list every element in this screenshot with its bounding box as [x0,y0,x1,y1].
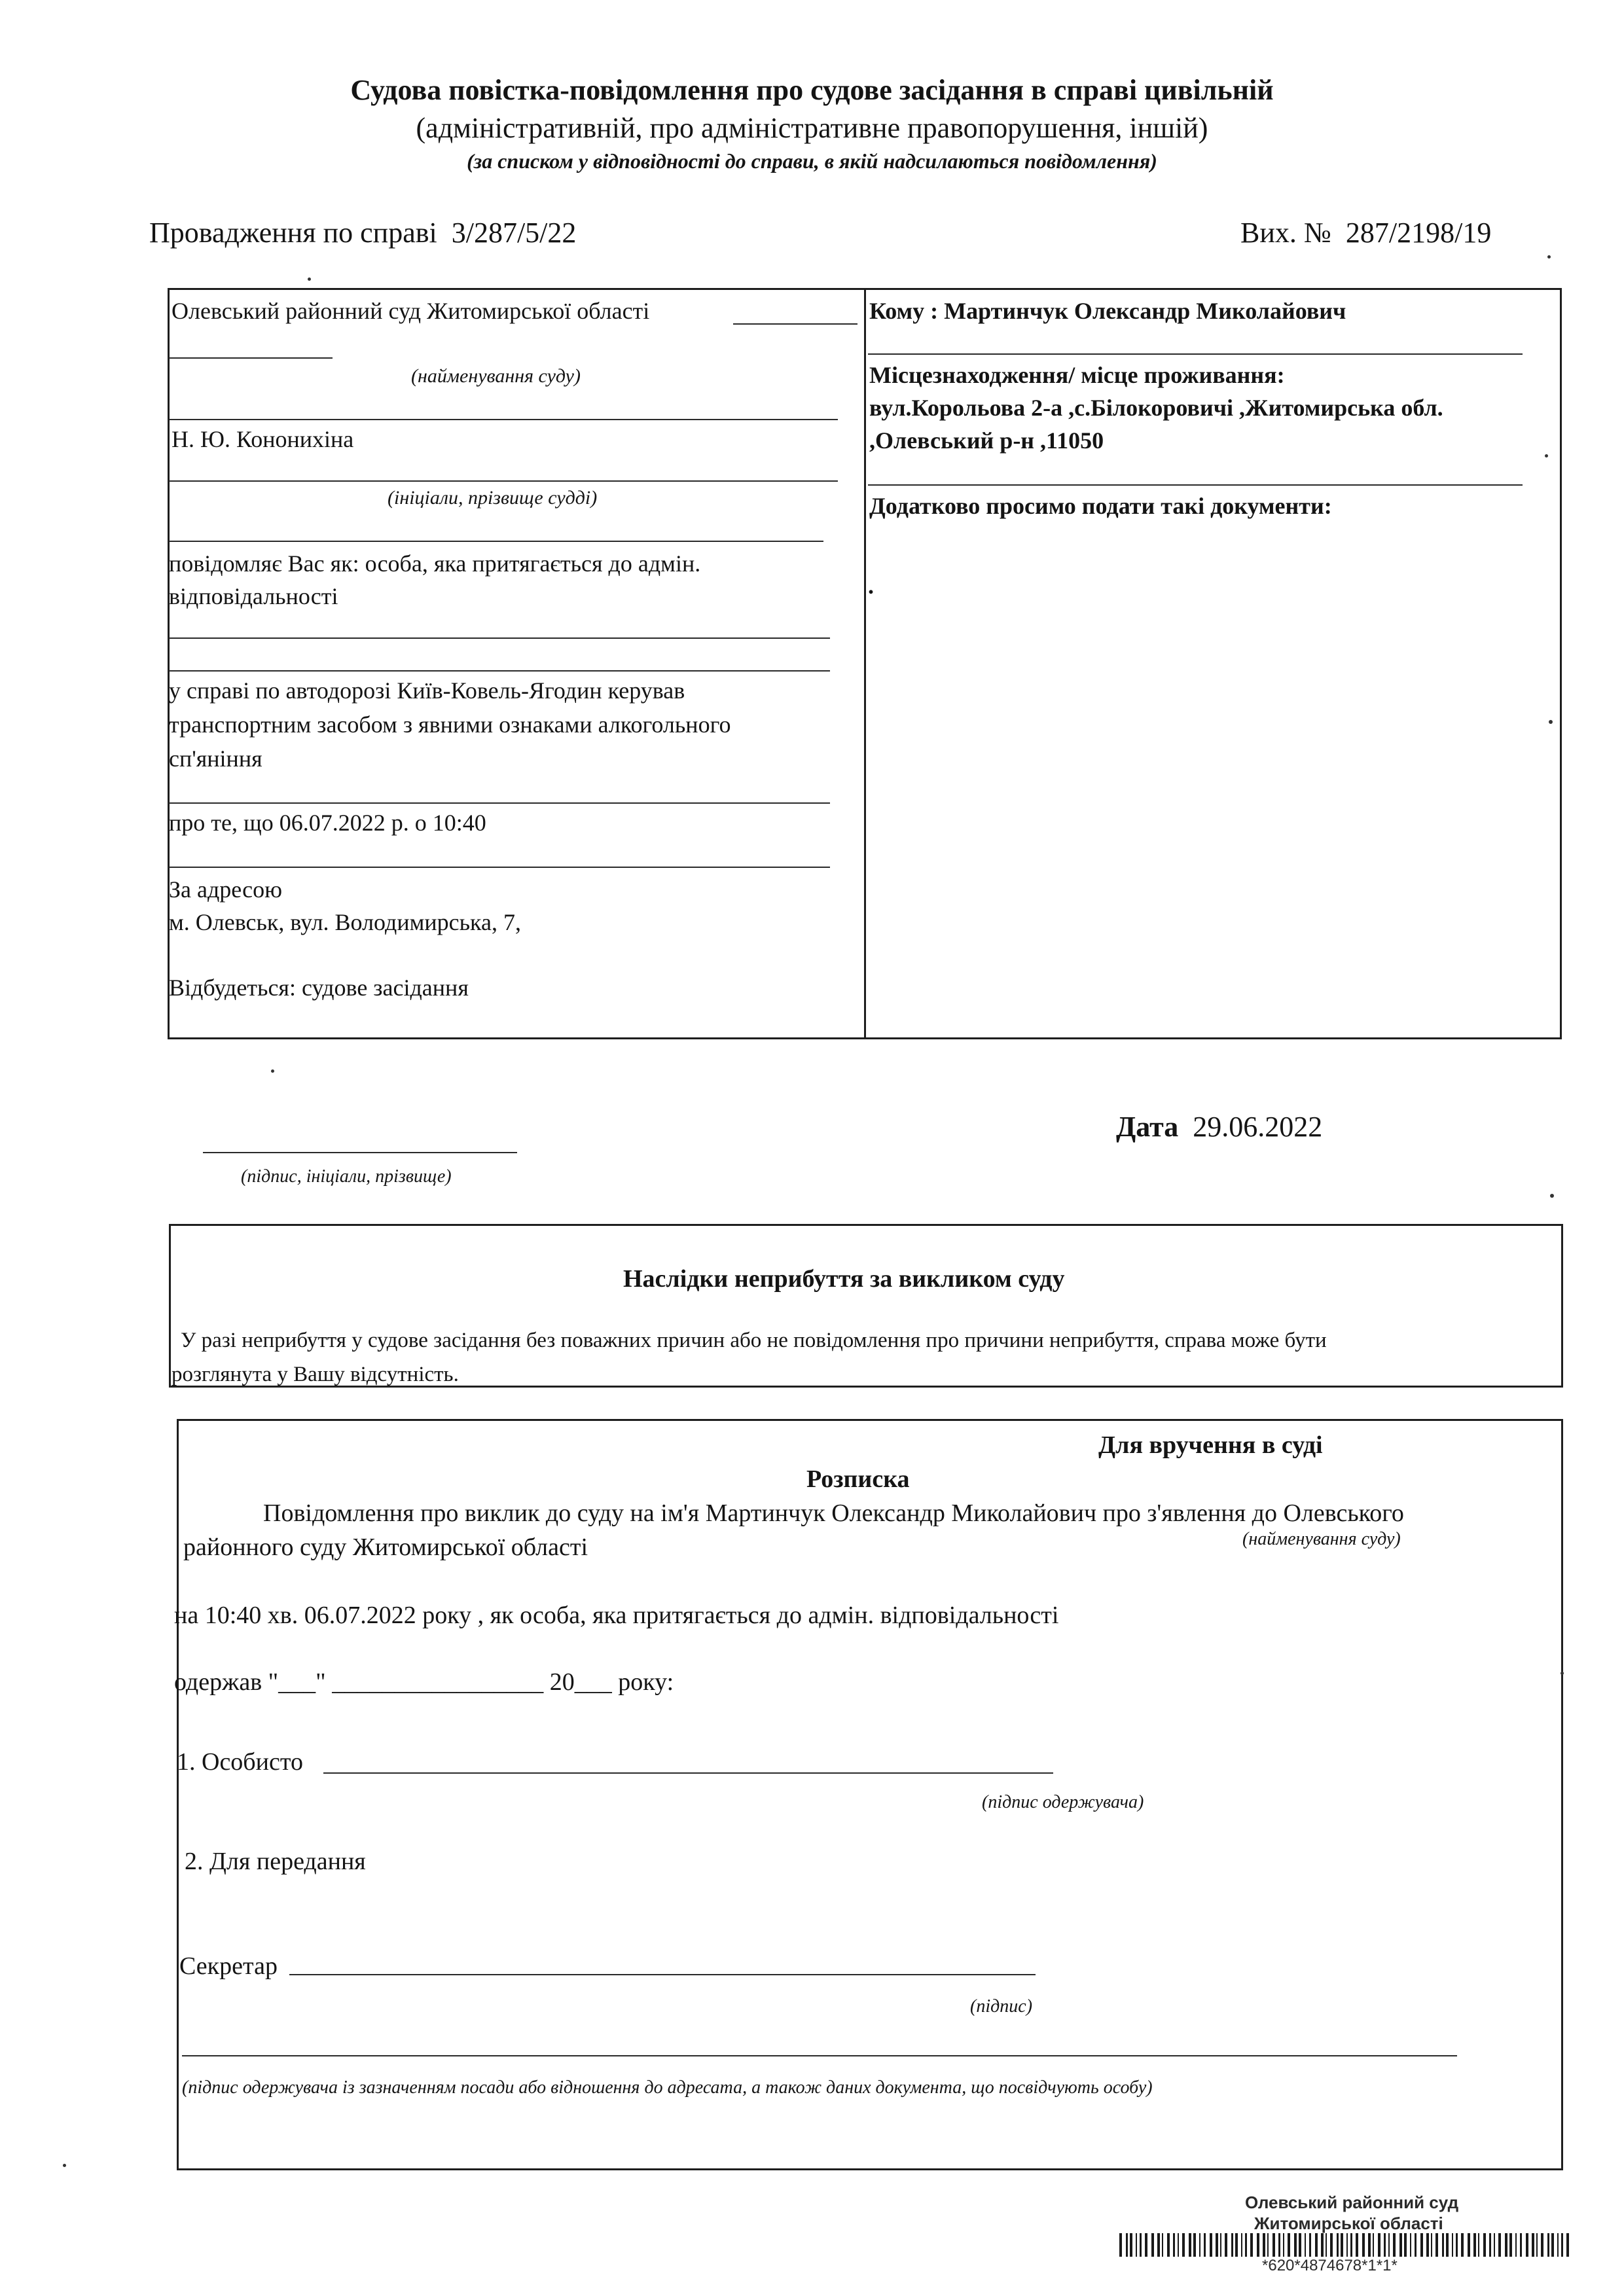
barcode-bar [1456,2233,1458,2257]
barcode-bar [1204,2233,1206,2257]
barcode-bar [1257,2233,1259,2257]
recipient-details-caption: (підпис одержувача із зазначенням посади або відношення до адресата, а також даних документа, що посвідчують особу) [182,2077,1153,2098]
recipient-address-line-2: ,Олевський р-н ,11050 [869,427,1104,454]
barcode-bar [1473,2233,1476,2257]
court-name: Олевський районний суд Житомирської області [171,298,650,324]
date-label: Дата [1116,1111,1179,1143]
barcode-bar [1498,2233,1501,2257]
barcode-bar [1489,2233,1491,2257]
judge-name-line [169,480,838,482]
barcode-bar [1410,2233,1411,2257]
barcode-bar [1119,2233,1122,2257]
notify-as-line-2: відповідальності [169,583,338,609]
barcode-bar [1220,2233,1221,2257]
recipient-underline [868,353,1523,355]
barcode-bar [1442,2233,1444,2257]
date-line [1116,1110,1322,1143]
secretary-caption: (підпис) [970,1996,1033,2017]
barcode-bar [1426,2233,1429,2257]
document-title: Судова повістка-повідомлення про судове засідання в справі цивільній [350,74,1274,106]
consequences-text-line-2: розглянута у Вашу відсутність. [171,1363,459,1386]
outgoing-number-line [1240,216,1491,249]
notify-line-a [169,637,830,639]
notify-as-line-1: повідомляє Вас як: особа, яка притягається до адмін. [169,550,701,577]
barcode-bar [1399,2233,1402,2257]
barcode-bar [1193,2233,1196,2257]
barcode-bar [1210,2233,1212,2257]
barcode-bar [1541,2233,1543,2257]
personal-caption: (підпис одержувача) [982,1792,1144,1812]
document-note: (за списком у відповідності до справи, в якій надсилаються повідомлення) [467,149,1157,173]
barcode-bar [1299,2233,1301,2257]
barcode-bar [1341,2233,1343,2257]
barcode-bar [1182,2233,1185,2257]
barcode-bar [1235,2233,1238,2257]
barcode-bar [1461,2233,1464,2257]
personal-label: 1. Особисто [177,1748,303,1776]
barcode-bar [1140,2233,1142,2257]
barcode-bar [1162,2233,1163,2257]
scan-speck [1545,454,1548,457]
barcode-bar [1309,2233,1311,2257]
for-court-label: Для вручення в суді [1098,1431,1323,1459]
recipient-details-line [182,2055,1457,2056]
signature-line [203,1152,517,1153]
barcode-bar [1362,2233,1365,2257]
barcode-bar [1520,2233,1522,2257]
receipt-line-3: на 10:40 хв. 06.07.2022 року , як особа, яка притягається до адмін. відповідальності [174,1602,1059,1629]
hearing-date-underline [169,867,830,868]
scan-speck [1549,720,1553,724]
case-description-line-3: сп'яніння [169,745,262,772]
court-caption: (найменування суду) [411,365,581,387]
recipient-line: Кому : Мартинчук Олександр Миколайович [869,298,1346,324]
barcode-bar [1294,2233,1297,2257]
receipt-court-caption: (найменування суду) [1242,1529,1401,1549]
consequences-title: Наслідки неприбуття за викликом суду [623,1265,1065,1293]
outgoing-number: 287/2198/19 [1345,217,1492,249]
barcode-bar [1278,2233,1280,2257]
hearing-date-line: про те, що 06.07.2022 р. о 10:40 [169,810,486,836]
barcode-bar [1189,2233,1191,2257]
barcode-bar [1388,2233,1390,2257]
barcode-bar [1245,2233,1247,2257]
barcode-bar [1532,2233,1534,2257]
case-description-line-2: транспортним засобом з явними ознаками алкогольного [169,711,731,738]
barcode-bar [1350,2233,1352,2257]
barcode-bar [1561,2233,1563,2257]
barcode-bar [1136,2233,1137,2257]
barcode-bar [1373,2233,1374,2257]
case-description-line-1: у справі по автодорозі Київ-Ковель-Ягодин керував [169,677,685,704]
barcode-bar [1267,2233,1269,2257]
receipt-title: Розписка [806,1465,910,1493]
barcode-bar [1126,2233,1128,2257]
barcode-bar [1199,2233,1200,2257]
barcode-bar [1515,2233,1517,2257]
barcode-bar [1173,2233,1175,2257]
receipt-line-2: районного суду Житомирської області [183,1534,588,1561]
date-value: 29.06.2022 [1193,1111,1323,1143]
barcode-bar [1326,2233,1327,2257]
scan-speck [308,278,311,281]
barcode-bar [1250,2233,1253,2257]
documents-label: Додатково просимо подати такі документи: [869,493,1332,519]
judge-caption-line [169,541,823,542]
case-label: Провадження по справі [149,217,437,249]
barcode-bar [1393,2233,1396,2257]
barcode-bar [1566,2233,1569,2257]
case-line [149,216,576,249]
barcode-bar [1557,2233,1559,2257]
barcode-bar [1330,2233,1333,2257]
barcode-bar [1509,2233,1512,2257]
barcode-bar [1446,2233,1449,2257]
barcode-bar [1551,2233,1554,2257]
barcode-bar [1536,2233,1538,2257]
barcode-bar [1494,2233,1495,2257]
transfer-label: 2. Для передання [185,1848,366,1875]
notify-line-b [169,670,830,672]
barcode-bar [1288,2233,1290,2257]
barcode-bar [1167,2233,1170,2257]
barcode-bar [1216,2233,1218,2257]
barcode-bar [1151,2233,1154,2257]
barcode-bar [1378,2233,1380,2257]
court-name-line-2 [169,357,333,359]
barcode-bar [1283,2233,1284,2257]
barcode-bar [1384,2233,1386,2257]
address-label: За адресою [169,876,283,903]
document-subtitle: (адміністративній, про адміністративне правопорушення, іншій) [416,112,1208,144]
barcode-bar [1130,2233,1132,2257]
recipient-address-underline [868,484,1523,486]
barcode-bar [1368,2233,1371,2257]
barcode-text: *620*4874678*1*1* [1262,2257,1398,2274]
barcode-bar [1452,2233,1453,2257]
case-number: 3/287/5/22 [451,217,577,249]
judge-name: Н. Ю. Кононихіна [171,426,354,452]
recipient-address-line-1: вул.Корольова 2-а ,с.Білокоровичі ,Житомирська обл. [869,395,1443,421]
barcode-bar [1526,2233,1528,2257]
barcode-bar [1178,2233,1179,2257]
barcode-bar [1420,2233,1423,2257]
barcode-bar [1404,2233,1407,2257]
barcode-bar [1483,2233,1486,2257]
barcode-bar [1478,2233,1479,2257]
documents-value: . [868,573,874,599]
barcode-bar [1263,2233,1265,2257]
court-address: м. Олевськ, вул. Володимирська, 7, [169,909,521,935]
personal-signature-line [323,1772,1053,1774]
scan-speck [63,2164,66,2167]
notice-box-divider [864,288,866,1039]
barcode-bar [1547,2233,1549,2257]
scan-speck [1561,1672,1564,1675]
barcode-bar [1435,2233,1438,2257]
barcode-bar [1305,2233,1306,2257]
secretary-signature-line [289,1974,1036,1975]
outgoing-label: Вих. № [1240,217,1331,249]
event-line: Відбудеться: судове засідання [169,975,469,1001]
barcode-bar [1145,2233,1147,2257]
barcode-bar [1468,2233,1470,2257]
barcode-bar [1346,2233,1348,2257]
barcode-bar [1272,2233,1275,2257]
scan-speck [271,1069,274,1073]
received-line: одержав "___" _________________ 20___ року: [174,1668,674,1696]
barcode-bar [1315,2233,1318,2257]
stamp-line-1: Олевський районний суд [1245,2193,1459,2212]
receipt-line-1: Повідомлення про виклик до суду на ім'я Мартинчук Олександр Миколайович про з'явлення до Олевського [263,1499,1404,1527]
barcode-bar [1321,2233,1324,2257]
consequences-text-line-1: У разі неприбуття у судове засідання без поважних причин або не повідомлення про причини неприбуття, справа може бути [181,1329,1327,1352]
barcode-bar [1505,2233,1507,2257]
barcode-bar [1225,2233,1227,2257]
barcode-bar [1431,2233,1432,2257]
stamp-line-2: Житомирської області [1254,2214,1443,2233]
scan-speck [1547,255,1551,259]
secretary-label: Секретар [179,1952,278,1980]
court-caption-line [169,419,838,420]
barcode-bar [1231,2233,1233,2257]
court-name-fill-line [733,323,857,325]
barcode-bar [1157,2233,1160,2257]
judge-caption: (ініціали, прізвище судді) [388,487,598,509]
case-description-line [169,802,830,804]
barcode-bar [1337,2233,1339,2257]
scan-speck [1550,1194,1554,1198]
barcode-bar [1415,2233,1416,2257]
barcode-bar [1241,2233,1242,2257]
signature-caption: (підпис, ініціали, прізвище) [241,1166,452,1187]
barcode [1119,2233,1578,2257]
location-label: Місцезнаходження/ місце проживання: [869,362,1285,388]
barcode-bar [1356,2233,1358,2257]
